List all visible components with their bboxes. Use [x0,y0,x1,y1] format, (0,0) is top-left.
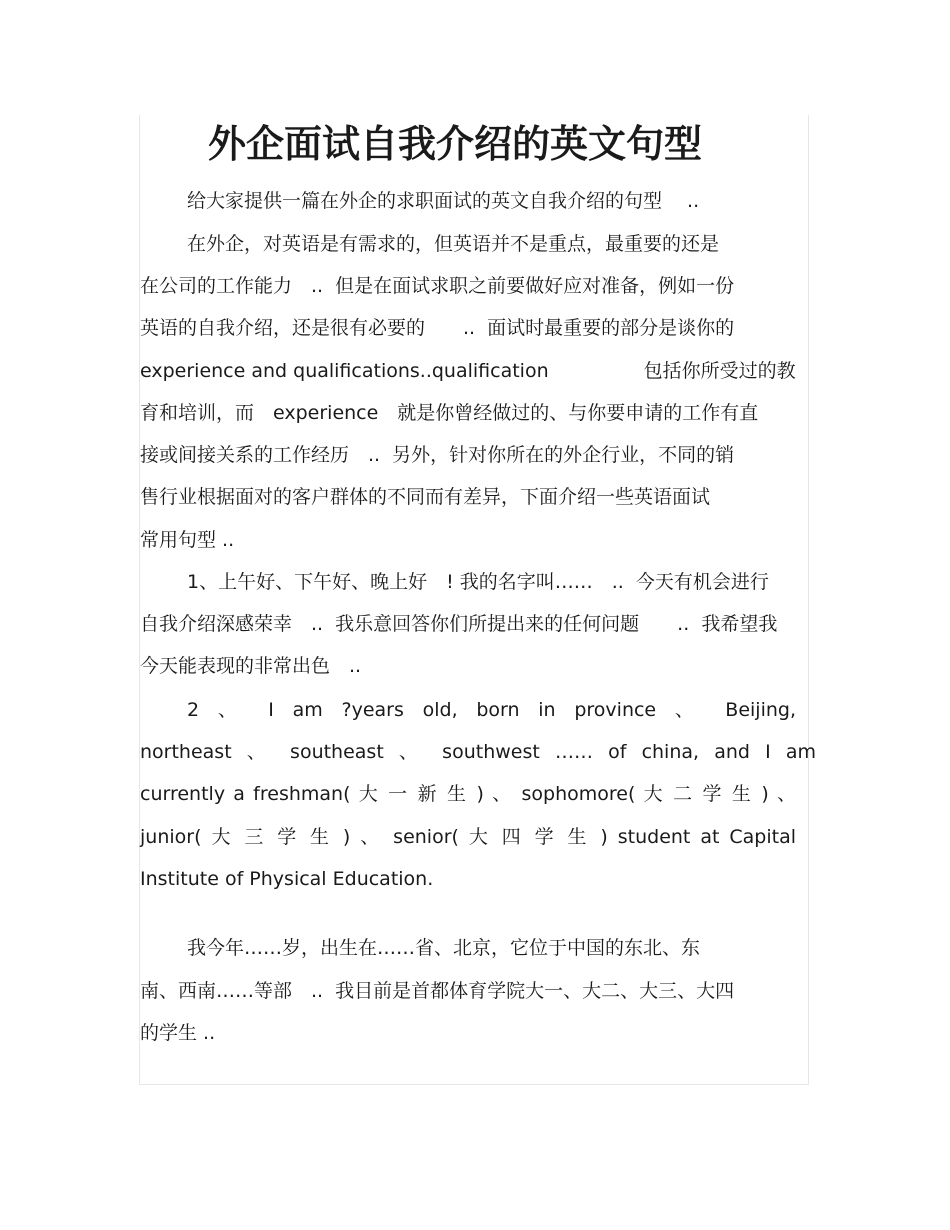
paragraph-line: 英语的自我介绍，还是很有必要的 .. 面试时最重要的部分是谈你的 [140,317,735,339]
paragraph-line: 我今年……岁，出生在……省、北京，它位于中国的东北、东 [187,937,701,959]
paragraph-line: junior( 大 三 学 生 ) 、 senior( 大 四 学 生 ) student at Capital [140,826,796,848]
paragraph-line: 给大家提供一篇在外企的求职面试的英文自我介绍的句型 .. [187,190,700,212]
paragraph-line: 2 、 I am ?years old, born in province 、 Beijing, [187,699,796,721]
paragraph-line: 接或间接关系的工作经历 .. 另外，针对你所在的外企行业，不同的销 [140,444,735,466]
paragraph-line: 在外企，对英语是有需求的，但英语并不是重点，最重要的还是 [187,233,720,255]
paragraph-line: 今天能表现的非常出色 .. [140,655,362,677]
paragraph-line: currently a freshman( 大 一 新 生 ) 、 sophomore( 大 二 学 生 ) 、 [140,783,796,805]
paragraph-line: 常用句型 .. [140,529,235,551]
paragraph-line: 售行业根据面对的客户群体的不同而有差异，下面介绍一些英语面试 [140,486,711,508]
paragraph-line: Institute of Physical Education. [140,868,434,890]
paragraph-line: 育和培训，而 experience 就是你曾经做过的、与你要申请的工作有直 [140,402,759,424]
paragraph-line: experience and qualifications..qualification 包括你所受过的教 [140,360,796,382]
paragraph-line: 1、上午好、下午好、晚上好 ! 我的名字叫…… .. 今天有机会进行 [187,571,769,593]
document-title: 外企面试自我介绍的英文句型 [207,121,702,166]
paragraph-line: 自我介绍深感荣幸 .. 我乐意回答你们所提出来的任何问题 .. 我希望我 [140,613,778,635]
paragraph-line: northeast 、 southeast 、 southwest …… of china, and I am [140,741,816,763]
paragraph-line: 南、西南……等部 .. 我目前是首都体育学院大一、大二、大三、大四 [140,980,735,1002]
paragraph-line: 的学生 .. [140,1022,216,1044]
paragraph-line: 在公司的工作能力 .. 但是在面试求职之前要做好应对准备，例如一份 [140,275,735,297]
